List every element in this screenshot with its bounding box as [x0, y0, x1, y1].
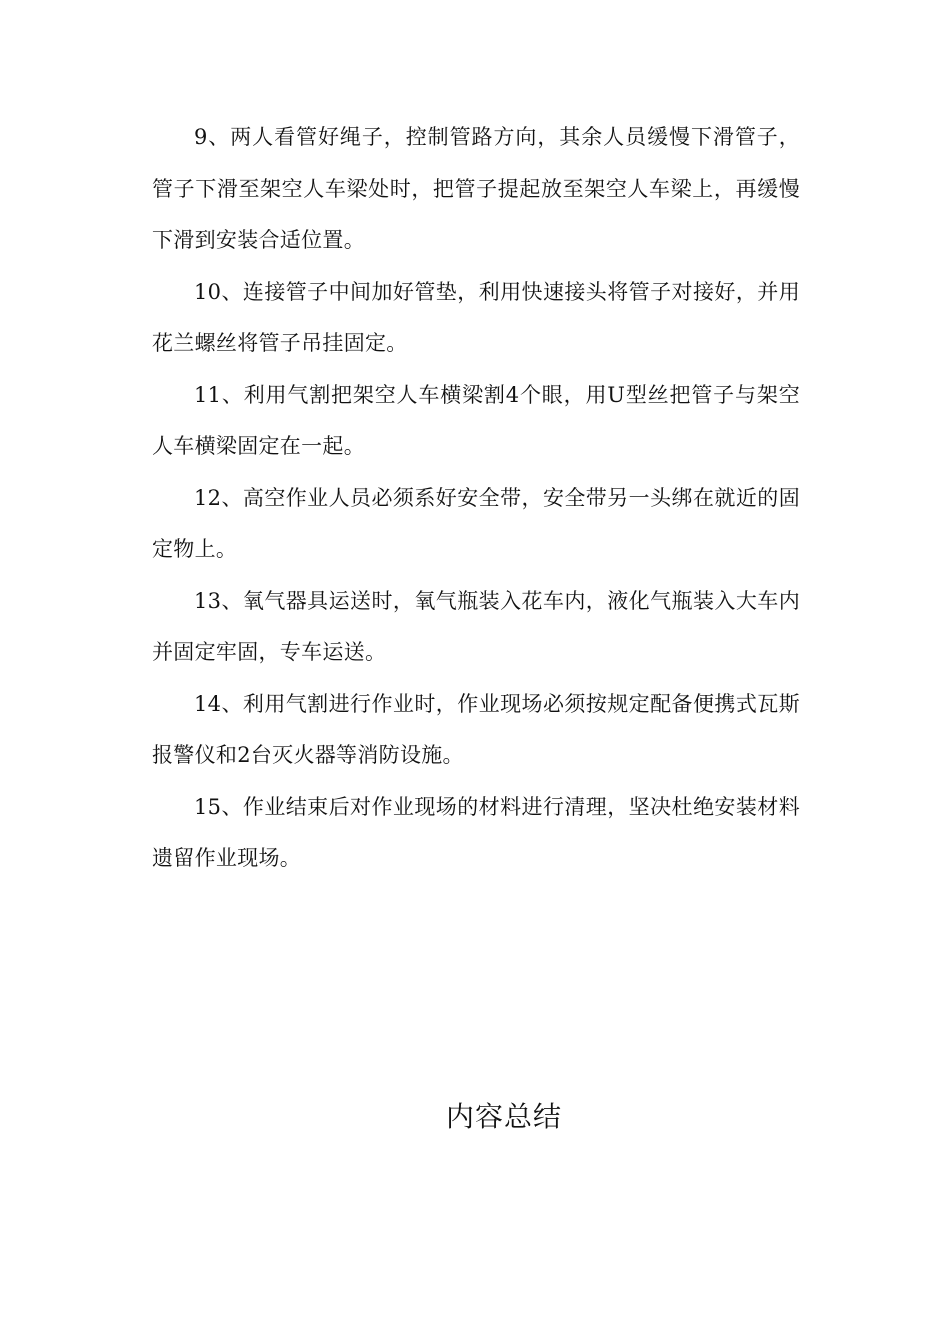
paragraph-step-12: 12、高空作业人员必须系好安全带，安全带另一头绑在就近的固定物上。	[152, 485, 800, 561]
paragraph-step-10: 10、连接管子中间加好管垫，利用快速接头将管子对接好，并用花兰螺丝将管子吊挂固定。	[152, 279, 800, 355]
summary-heading: 内容总结	[445, 1100, 562, 1133]
paragraph-step-9: 9、两人看管好绳子，控制管路方向，其余人员缓慢下滑管子，管子下滑至架空人车梁处时，把管子提起放至架空人车梁上，再缓慢下滑到安装合适位置。	[152, 125, 800, 252]
document-body	[152, 112, 800, 885]
paragraph-step-15: 15、作业结束后对作业现场的材料进行清理，坚决杜绝安装材料遗留作业现场。	[152, 794, 800, 870]
paragraph-step-13: 13、氧气器具运送时，氧气瓶装入花车内，液化气瓶装入大车内并固定牢固，专车运送。	[152, 588, 800, 664]
paragraph-step-14: 14、利用气割进行作业时，作业现场必须按规定配备便携式瓦斯报警仪和2台灭火器等消防设施。	[152, 691, 800, 767]
paragraph-step-11: 11、利用气割把架空人车横梁割4个眼，用U型丝把管子与架空人车横梁固定在一起。	[152, 382, 800, 458]
